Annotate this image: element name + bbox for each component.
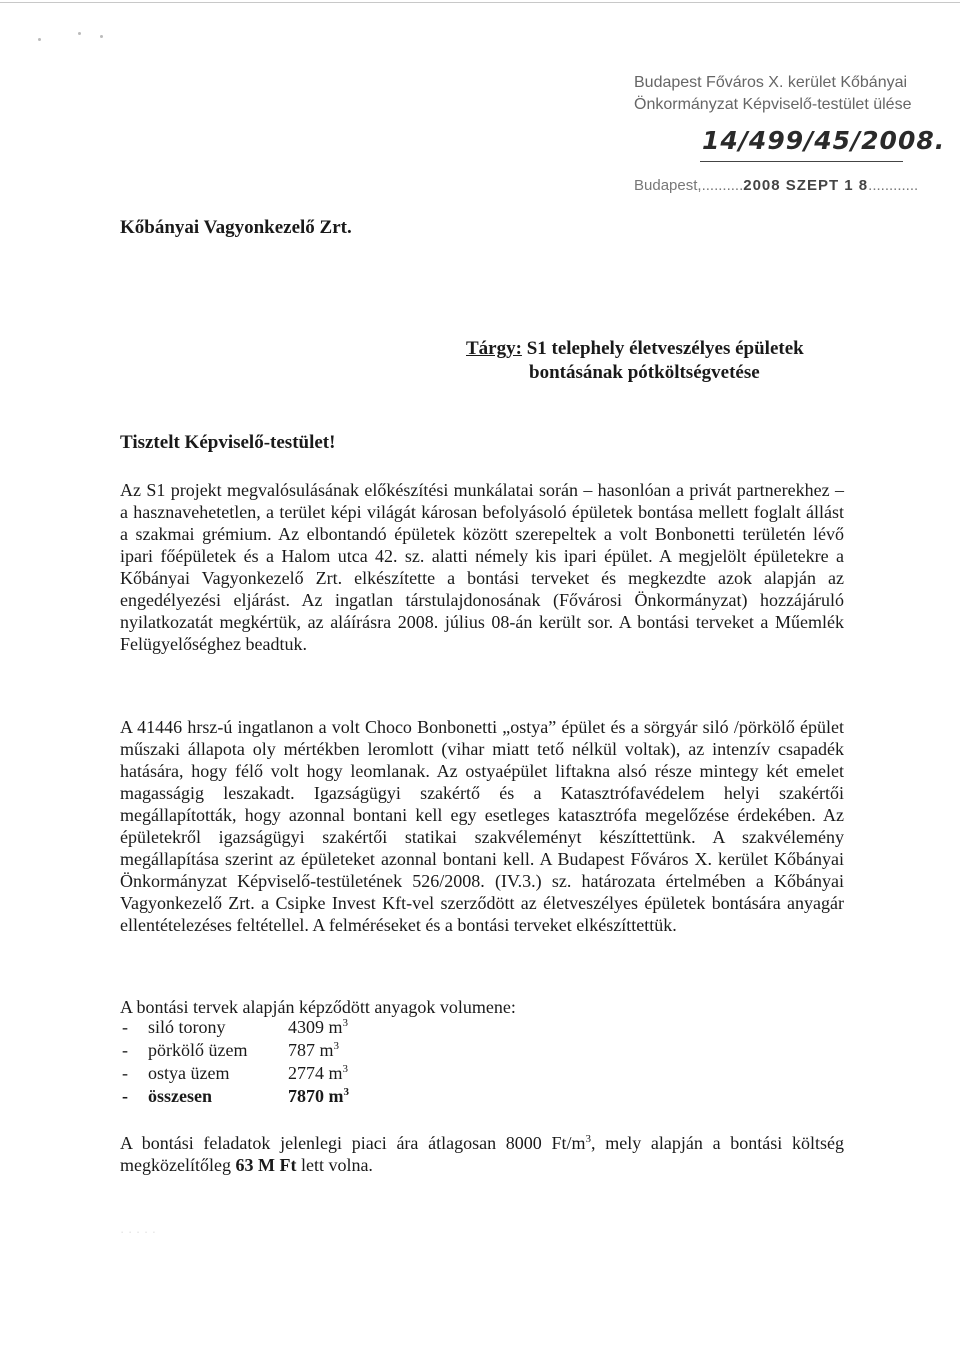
paragraph-cost-estimate: A bontási feladatok jelenlegi piaci ára átlagosan 8000 $Ft/m^3$, mely alapján a bontási költség megközelítőleg 63 M Ft lett volna.	[120, 1133, 844, 1175]
registration-underline	[700, 161, 903, 162]
list-item-quantity: 7870 $m^3$	[288, 1086, 349, 1106]
paragraph-volume-intro: A bontási tervek alapján képződött anyagok volumene:	[120, 997, 516, 1017]
list-item-name: összesen	[148, 1086, 212, 1106]
salutation: Tisztelt Képviselő-testület!	[120, 432, 336, 453]
stamp-date-value: 2008 SZEPT 1 8	[743, 177, 869, 194]
scan-edge-line	[0, 2, 960, 3]
list-item-quantity: 2774 $m^3$	[288, 1063, 349, 1083]
list-item-name: pörkölő üzem	[148, 1040, 248, 1060]
list-item-name: siló torony	[148, 1017, 226, 1037]
list-item-quantity: 4309 $m^3$	[288, 1017, 349, 1037]
bleed-through-text: · · · · ·	[120, 1224, 157, 1239]
list-item-quantity: 787 $m^3$	[288, 1040, 340, 1060]
subject-label: Tárgy:	[466, 338, 522, 359]
scan-speck	[38, 38, 41, 41]
stamp-date-dots: ..........	[701, 177, 744, 194]
paragraph-building-condition: A 41446 hrsz-ú ingatlanon a volt Choco Bonbonetti „ostya” épület és a sörgyár siló /pörkölő épület műszaki állapota oly mértékben leromlott (vihar miatt tető nélkül voltak), az intenzív csapadék hatására, hogy félő volt hogy leomlanak. Az ostyaépület liftakna alsó része mintegy két emelet magasságig leszakadt. Igazságügyi szakértő és a Katasztrófavédelem helyi szakértői megállapították, hogy azonnal bontani kell egy esetleges katasztrófa megelőzése érdekében. Az épületekről igazságügyi szakértői statikai szakvéleményt készíttettünk. A szakvélemény megállapítása szerint az épületeket azonnal bontani kell. A Budapest Főváros X. kerület Kőbányai Önkormányzat Képviselő-testületének 526/2008. (IV.3.) sz. határozata értelmében a Kőbányai Vagyonkezelő Zrt. a Csipke Invest Kft-vel szerződött az életveszélyes épületek bontására anyagár ellentételezéses feltétellel. A felméréseket és a bontási terveket elkészíttettük.	[120, 717, 844, 935]
list-bullet: -	[122, 1063, 128, 1083]
cost-amount: 63 M Ft	[235, 1155, 297, 1175]
scan-speck	[78, 32, 81, 35]
subject-line2: bontásának pótköltségvetése	[529, 362, 760, 383]
stamp-date	[634, 177, 918, 194]
stamp-authority-line2: Önkormányzat Képviselő-testület ülése	[634, 96, 912, 113]
subject-line1: S1 telephely életveszélyes épületek	[526, 338, 804, 359]
list-item-name: ostya üzem	[148, 1063, 230, 1083]
list-bullet: -	[122, 1040, 128, 1060]
scan-speck	[100, 35, 103, 38]
list-bullet: -	[122, 1086, 128, 1106]
stamp-date-trailing-dots: ............	[868, 177, 919, 194]
sender-name: Kőbányai Vagyonkezelő Zrt.	[120, 217, 352, 238]
paragraph-project-background: Az S1 projekt megvalósulásának előkészítési munkálatai során – hasonlóan a privát partnerekhez – a hasznavehetetlen, a terület képi világát károsan befolyásoló épületek bontása mellett foglalt állást a szakmai grémium. Az elbontandó épületek között szerepeltek a volt Bonbonetti területén lévő ipari főépületek és a Halom utca 42. sz. alatti némely kis ipari épület. A megjelölt épületekre a Kőbányai Vagyonkezelő Zrt. elkészítette a bontási terveket és megkezdte azok alapján az engedélyezési eljárást. Az ingatlan társtulajdonosának (Fővárosi Önkormányzat) hozzájáruló nyilatkozatát megkértük, az aláírásra 2008. július 08-án került sor. A bontási terveket a Műemlék Felügyelőséghez beadtuk.	[120, 480, 844, 654]
handwritten-registration-number: 14/499/45/2008.	[702, 126, 946, 155]
stamp-date-label: Budapest,	[634, 177, 702, 194]
list-bullet: -	[122, 1017, 128, 1037]
stamp-authority-line1: Budapest Főváros X. kerület Kőbányai	[634, 74, 908, 91]
subject-block	[466, 337, 804, 383]
